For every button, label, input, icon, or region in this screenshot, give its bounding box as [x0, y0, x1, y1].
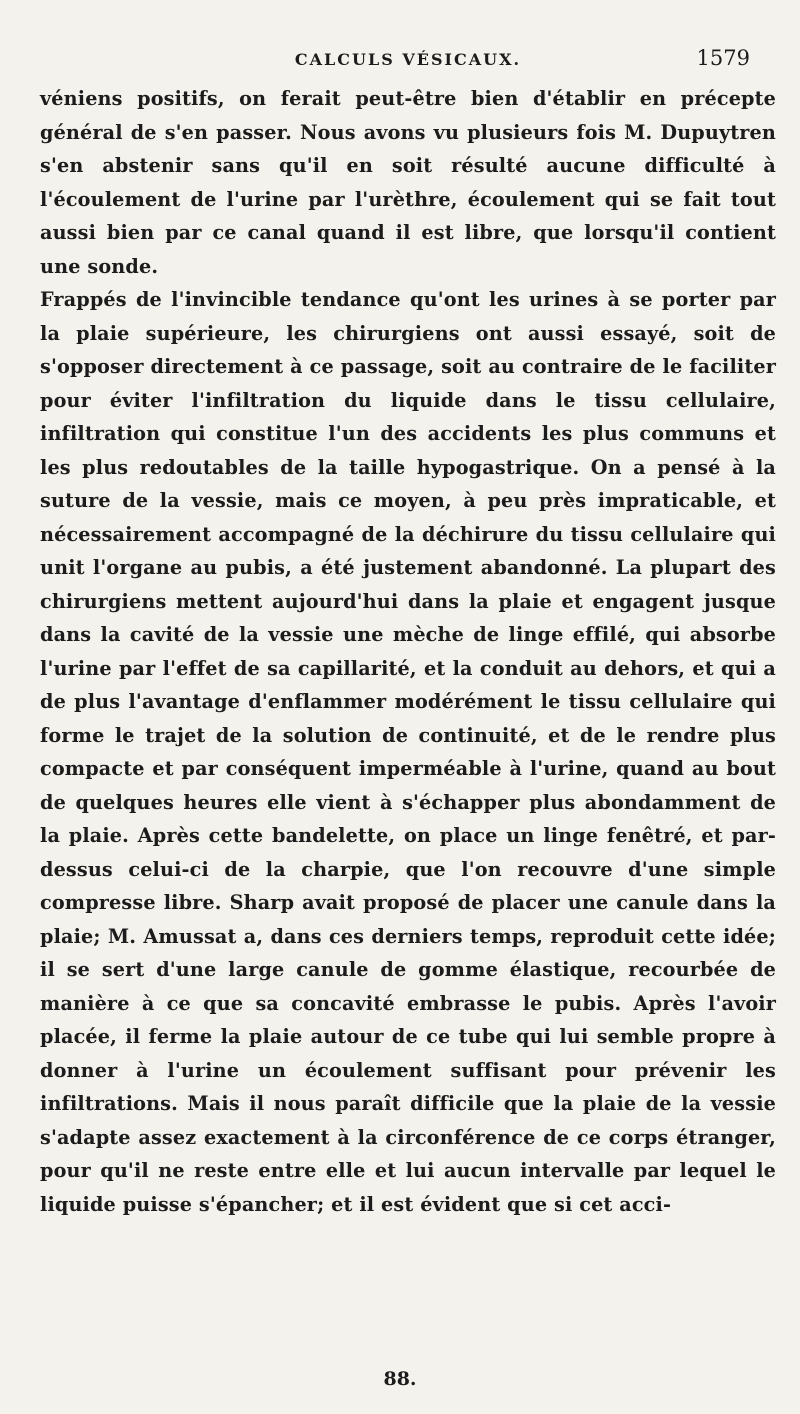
running-head: CALCULS VÉSICAUX.: [294, 50, 522, 69]
page-number: 1579: [696, 46, 750, 70]
paragraph: Frappés de l'invincible tendance qu'ont les urines à se porter par la plaie supérieure, les chirurgiens ont aussi essayé, soit de s'opposer directement à ce passage, soit au contraire de le faciliter pour éviter l'infiltration du liquide dans le tissu cellulaire, infiltration qui constitue l'un des accidents les plus communs et les plus redoutables de la taille hypogastrique. On a pensé à la suture de la vessie, mais ce moyen, à peu près impraticable, et nécessairement accompagné de la déchirure du tissu cellulaire qui unit l'organe au pubis, a été justement abandonné. La plupart des chirurgiens mettent aujourd'hui dans la plaie et engagent jusque dans la cavité de la vessie une mèche de linge effilé, qui absorbe l'urine par l'effet de sa capillarité, et la conduit au dehors, et qui a de plus l'avantage d'enflammer modérément le tissu cellulaire qui forme le trajet de la solution de continuité, et de le rendre plus compacte et par conséquent imperméable à l'urine, quand au bout de quelques heures elle vient à s'échapper plus abondamment de la plaie. Après cette bandelette, on place un linge fenêtré, et par-dessus celui-ci de la charpie, que l'on recouvre d'une simple compresse libre. Sharp avait proposé de placer une canule dans la plaie; M. Amussat a, dans ces derniers temps, reproduit cette idée; il se sert d'une large canule de gomme élastique, recourbée de manière à ce que sa concavité embrasse le pubis. Après l'avoir placée, il ferme la plaie autour de ce tube qui lui semble propre à donner à l'urine un écoulement suffisant pour prévenir les infiltrations. Mais il nous paraît difficile que la plaie de la vessie s'adapte assez exactement à la circonférence de ce corps étranger, pour qu'il ne reste entre elle et lui aucun intervalle par lequel le liquide puisse s'épancher; et il est évident que si cet acci-: [40, 288, 776, 1216]
paragraph: véniens positifs, on ferait peut-être bien d'établir en précepte général de s'en passer. Nous avons vu plusieurs fois M. Dupuytren s'en abstenir sans qu'il en soit résulté aucune difficulté à l'écoulement de l'urine par l'urèthre, écoulement qui se fait tout aussi bien par ce canal quand il est libre, que lorsqu'il contient une sonde.: [40, 87, 776, 278]
signature-mark: 88.: [383, 1368, 417, 1390]
page-header: [40, 42, 776, 76]
page-body: [40, 82, 776, 1221]
